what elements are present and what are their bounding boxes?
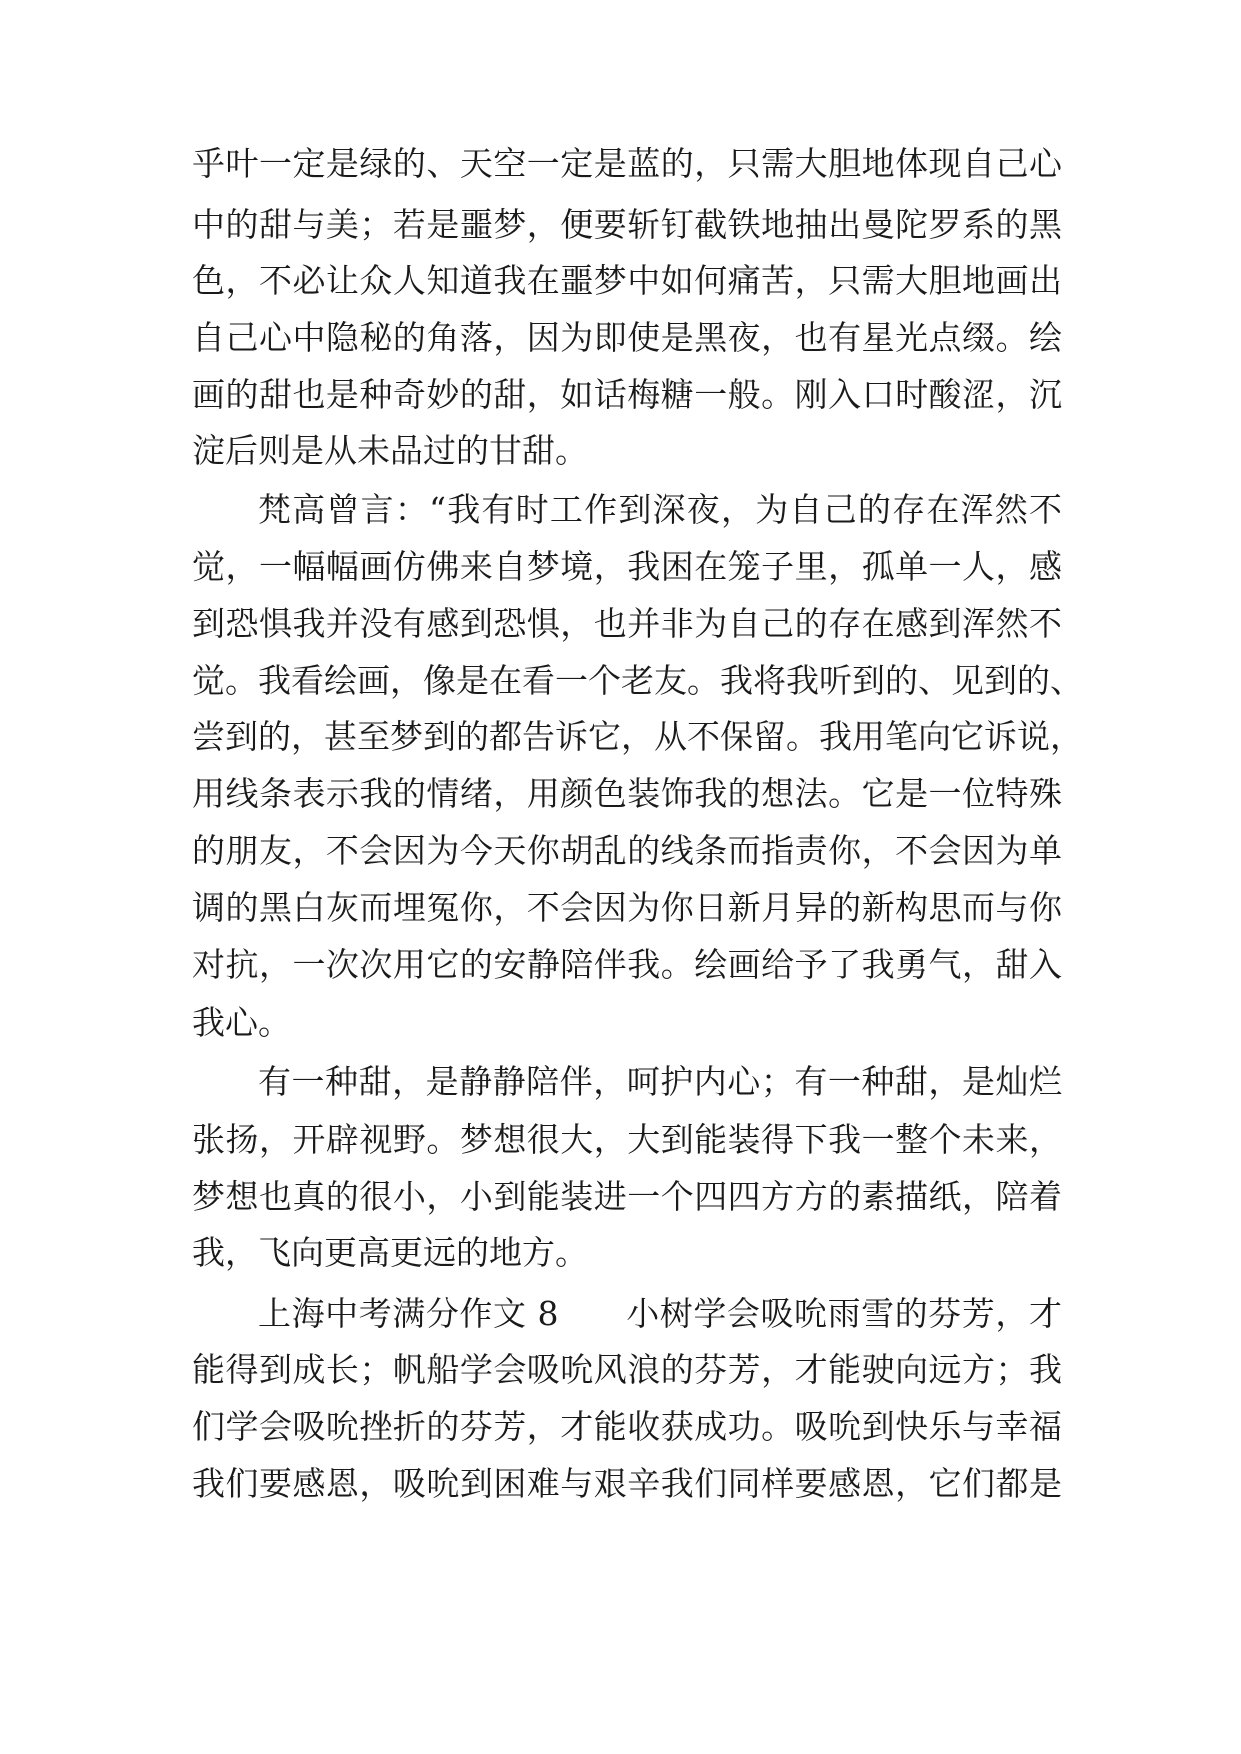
- text-line: 到恐惧我并没有感到恐惧，也并非为自己的存在感到浑然不: [192, 604, 1062, 643]
- text-line: 觉，一幅幅画仿佛来自梦境，我困在笼子里，孤单一人，感: [192, 547, 1062, 586]
- text-line: 的朋友，不会因为今天你胡乱的线条而指责你，不会因为单: [192, 831, 1062, 870]
- text-line: 我，飞向更高更远的地方。: [192, 1233, 588, 1272]
- text-line: 我心。: [192, 1003, 291, 1042]
- text-line: 尝到的，甚至梦到的都告诉它，从不保留。我用笔向它诉说，: [192, 717, 1083, 756]
- paragraph-first-line: 上海中考满分作文 8 小树学会吸吮雨雪的芬芳，才: [258, 1294, 1062, 1333]
- text-line: 觉。我看绘画，像是在看一个老友。我将我听到的、见到的、: [192, 661, 1083, 700]
- text-line: 色，不必让众人知道我在噩梦中如何痛苦，只需大胆地画出: [192, 261, 1062, 300]
- text-line: 们学会吸吮挫折的芬芳，才能收获成功。吸吮到快乐与幸福: [192, 1407, 1062, 1446]
- text-line: 能得到成长；帆船学会吸吮风浪的芬芳，才能驶向远方；我: [192, 1350, 1062, 1389]
- text-line: 自己心中隐秘的角落，因为即使是黑夜，也有星光点缀。绘: [192, 318, 1062, 357]
- text-line: 调的黑白灰而埋冤你，不会因为你日新月异的新构思而与你: [192, 888, 1062, 927]
- text-line: 乎叶一定是绿的、天空一定是蓝的，只需大胆地体现自己心: [192, 144, 1062, 183]
- text-line: 张扬，开辟视野。梦想很大，大到能装得下我一整个未来，: [192, 1120, 1062, 1159]
- text-line: 画的甜也是种奇妙的甜，如话梅糖一般。刚入口时酸涩，沉: [192, 375, 1062, 414]
- text-line: 梦想也真的很小，小到能装进一个四四方方的素描纸，陪着: [192, 1177, 1062, 1216]
- text-line: 中的甜与美；若是噩梦，便要斩钉截铁地抽出曼陀罗系的黑: [192, 205, 1062, 244]
- text-line: 对抗，一次次用它的安静陪伴我。绘画给予了我勇气，甜入: [192, 945, 1062, 984]
- paragraph-first-line: 梵高曾言：“我有时工作到深夜，为自己的存在浑然不: [258, 490, 1062, 529]
- text-line: 我们要感恩，吸吮到困难与艰辛我们同样要感恩，它们都是: [192, 1464, 1062, 1503]
- paragraph-first-line: 有一种甜，是静静陪伴，呵护内心；有一种甜，是灿烂: [258, 1062, 1062, 1101]
- text-line: 淀后则是从未品过的甘甜。: [192, 431, 588, 470]
- text-line: 用线条表示我的情绪，用颜色装饰我的想法。它是一位特殊: [192, 774, 1062, 813]
